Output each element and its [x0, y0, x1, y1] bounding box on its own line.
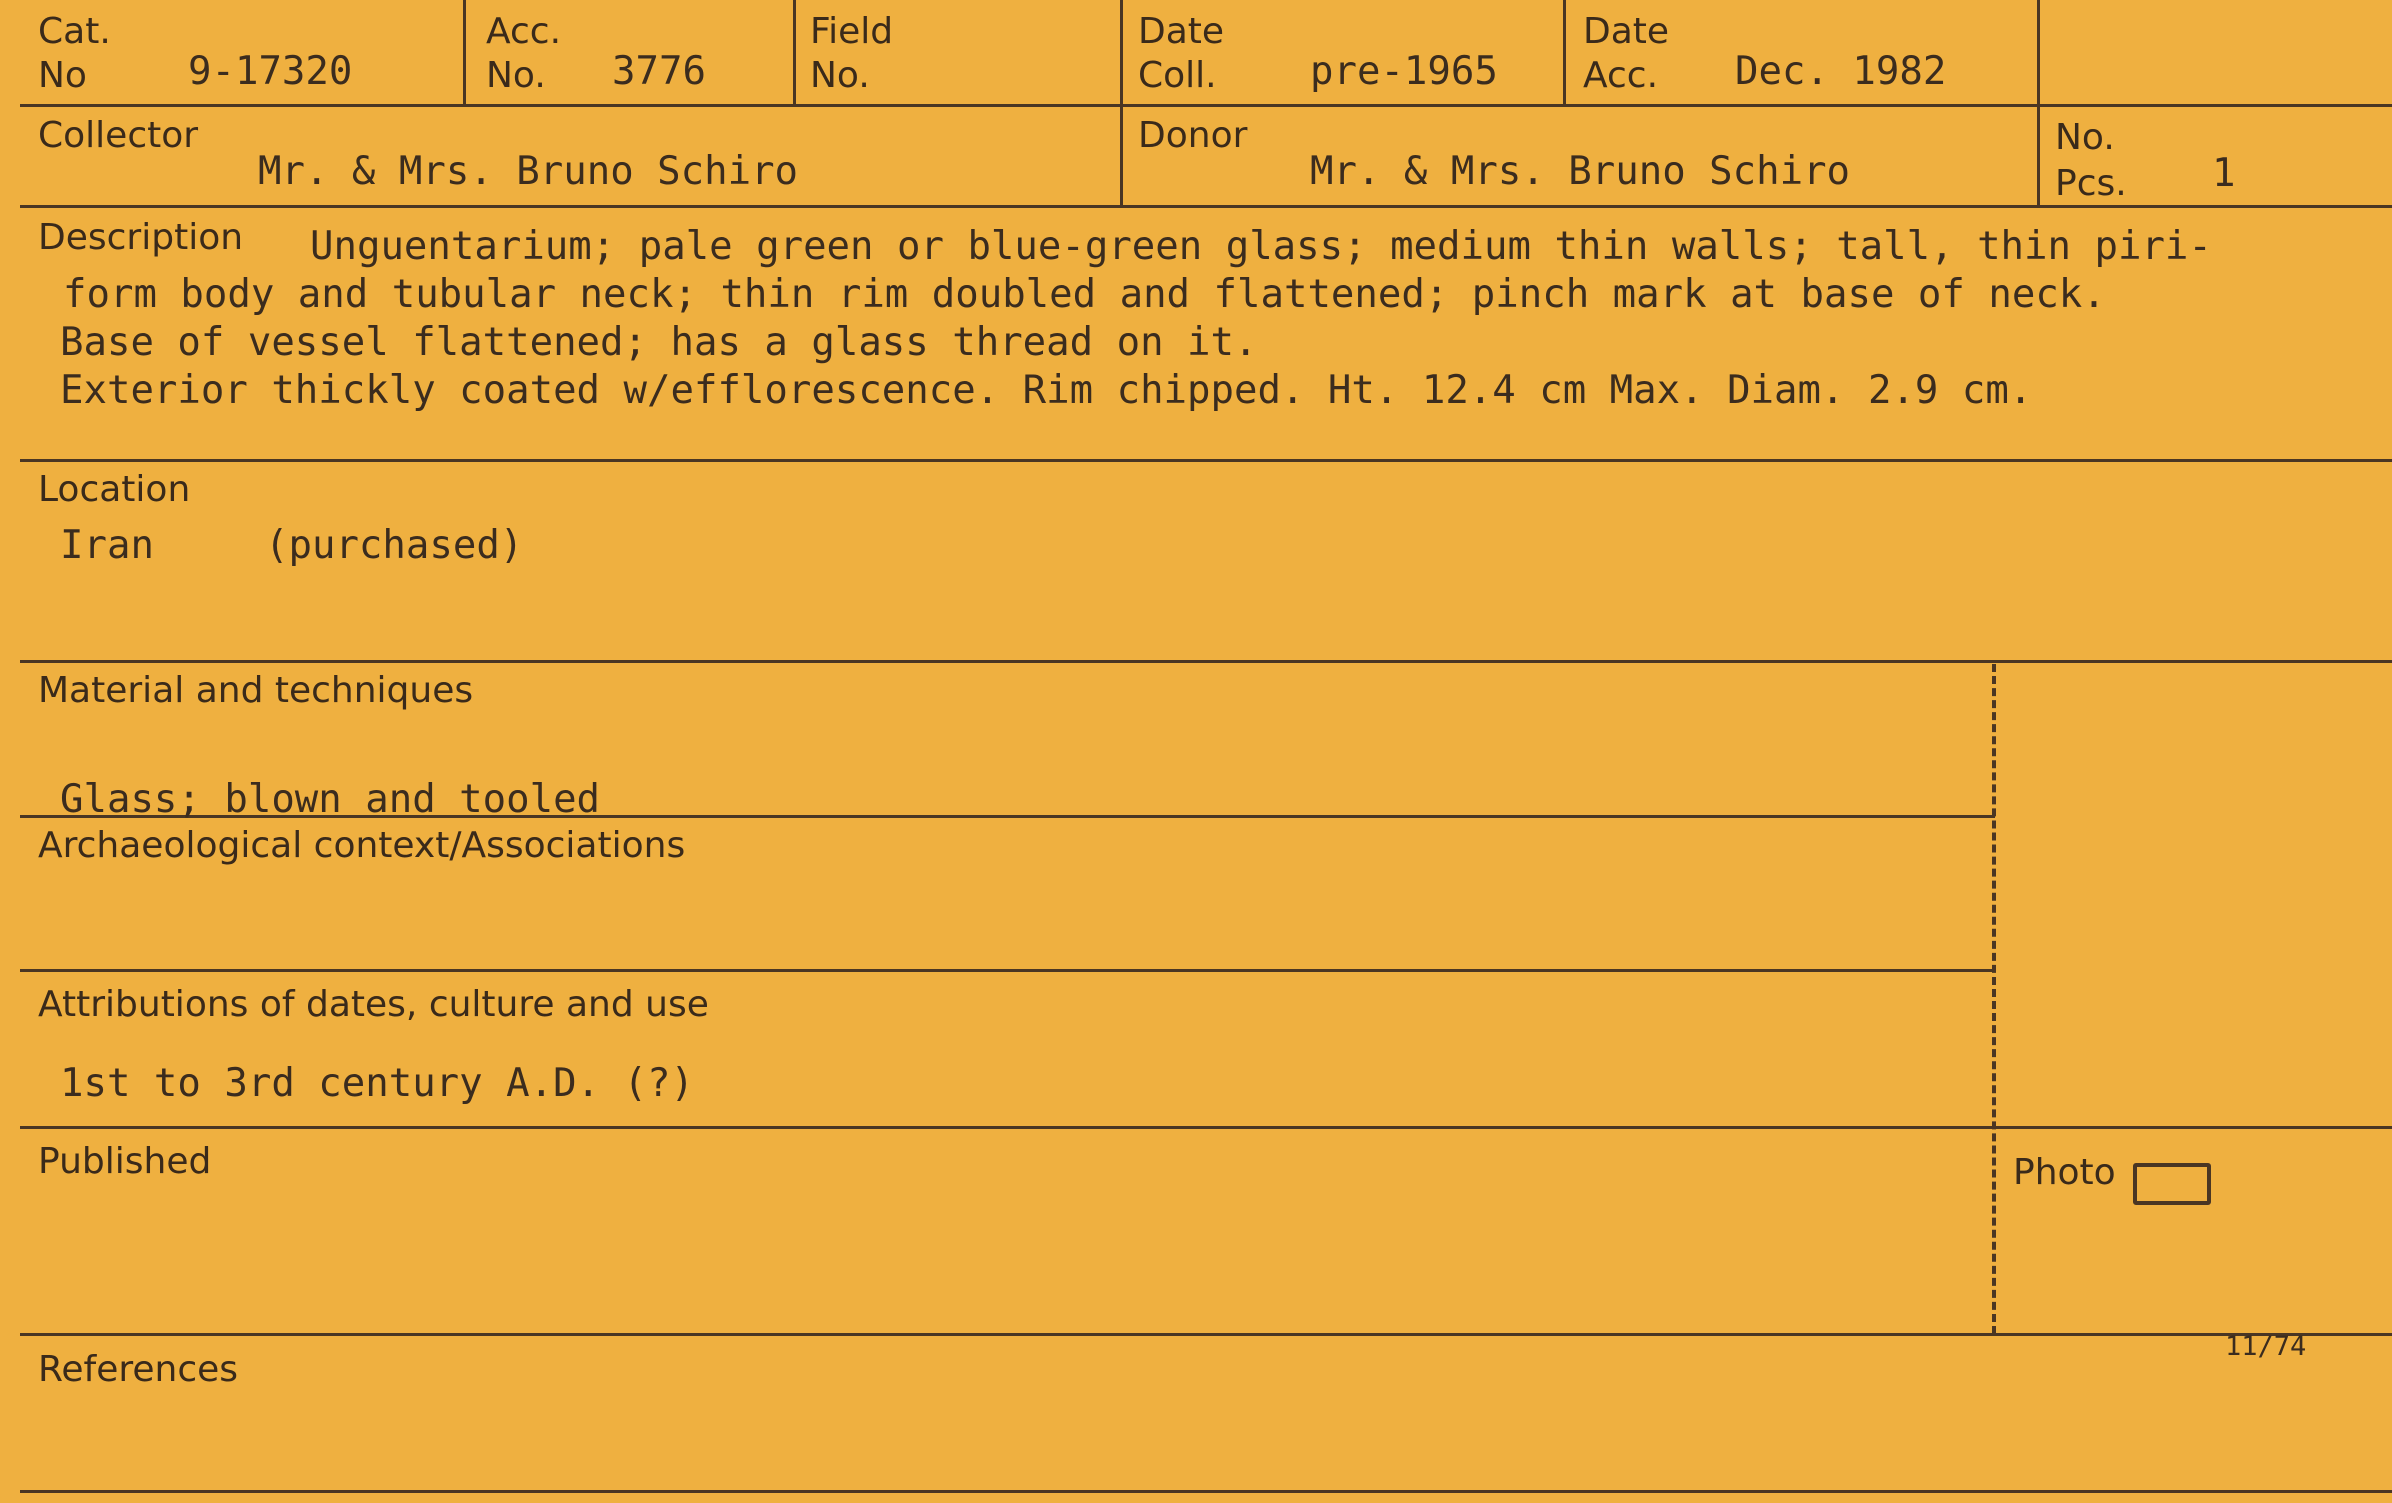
- acc-no-label: No.: [486, 55, 546, 96]
- location-label: Location: [38, 469, 191, 510]
- divider-field-datecoll: [1120, 0, 1123, 205]
- donor-name: Mr. & Mrs. Bruno Schiro: [1310, 149, 1851, 194]
- published-label: Published: [38, 1141, 212, 1182]
- pcs-label: Pcs.: [2055, 163, 2127, 204]
- divider-dateacc-blank: [2037, 0, 2040, 205]
- date-coll-label: Date: [1138, 11, 1225, 52]
- references-label: References: [38, 1349, 239, 1390]
- collector-name: Mr. & Mrs. Bruno Schiro: [258, 149, 799, 194]
- date-acc-label: Date: [1583, 11, 1670, 52]
- divider-cat-acc: [463, 0, 466, 104]
- cat-no-label: No: [38, 55, 87, 96]
- description-line: Exterior thickly coated w/efflorescence. Rim chipped. Ht. 12.4 cm Max. Diam. 2.9 cm.: [60, 368, 2033, 413]
- rule-description-bottom: [20, 459, 2392, 462]
- divider-acc-field: [793, 0, 796, 104]
- pcs-no-label: No.: [2055, 117, 2115, 158]
- date-coll-sub-label: Coll.: [1138, 55, 1217, 96]
- cat-label: Cat.: [38, 11, 111, 52]
- divider-datecoll-dateacc: [1563, 0, 1566, 104]
- date-collected: pre-1965: [1310, 49, 1498, 94]
- rule-location-bottom: [20, 660, 2392, 663]
- photo-checkbox[interactable]: [2133, 1163, 2211, 1205]
- field-label: Field: [810, 11, 894, 52]
- cat-number: 9-17320: [188, 49, 353, 94]
- description-line: Unguentarium; pale green or blue-green glass; medium thin walls; tall, thin piri-: [310, 224, 2212, 269]
- rule-context-bottom: [20, 969, 1995, 972]
- description-label: Description: [38, 217, 244, 258]
- material-label: Material and techniques: [38, 670, 474, 711]
- description-line: Base of vessel flattened; has a glass thread on it.: [60, 320, 1258, 365]
- dashed-divider-photo: [1992, 664, 1996, 1334]
- context-label: Archaeological context/Associations: [38, 825, 686, 866]
- description-text: [60, 223, 2360, 415]
- rule-attributions-bottom: [20, 1126, 2392, 1129]
- photo-label: Photo: [2013, 1152, 2116, 1193]
- attributions-value: 1st to 3rd century A.D. (?): [60, 1061, 694, 1106]
- rule-references-bottom: [20, 1490, 2392, 1493]
- rule-collector-bottom: [20, 205, 2392, 208]
- collector-label: Collector: [38, 115, 199, 156]
- acc-label: Acc.: [486, 11, 562, 52]
- location-value: Iran: [60, 523, 154, 568]
- donor-label: Donor: [1138, 115, 1248, 156]
- date-accessioned: Dec. 1982: [1735, 49, 1947, 94]
- date-acc-sub-label: Acc.: [1583, 55, 1659, 96]
- attributions-label: Attributions of dates, culture and use: [38, 984, 709, 1025]
- field-no-label: No.: [810, 55, 870, 96]
- material-value: Glass; blown and tooled: [60, 777, 601, 822]
- form-code: 11/74: [2225, 1331, 2307, 1362]
- acc-number: 3776: [612, 49, 706, 94]
- rule-published-bottom: [20, 1333, 2392, 1336]
- pcs-count: 1: [2212, 151, 2236, 196]
- description-line: form body and tubular neck; thin rim doubled and flattened; pinch mark at base of neck.: [63, 272, 2106, 317]
- location-note: (purchased): [265, 523, 524, 568]
